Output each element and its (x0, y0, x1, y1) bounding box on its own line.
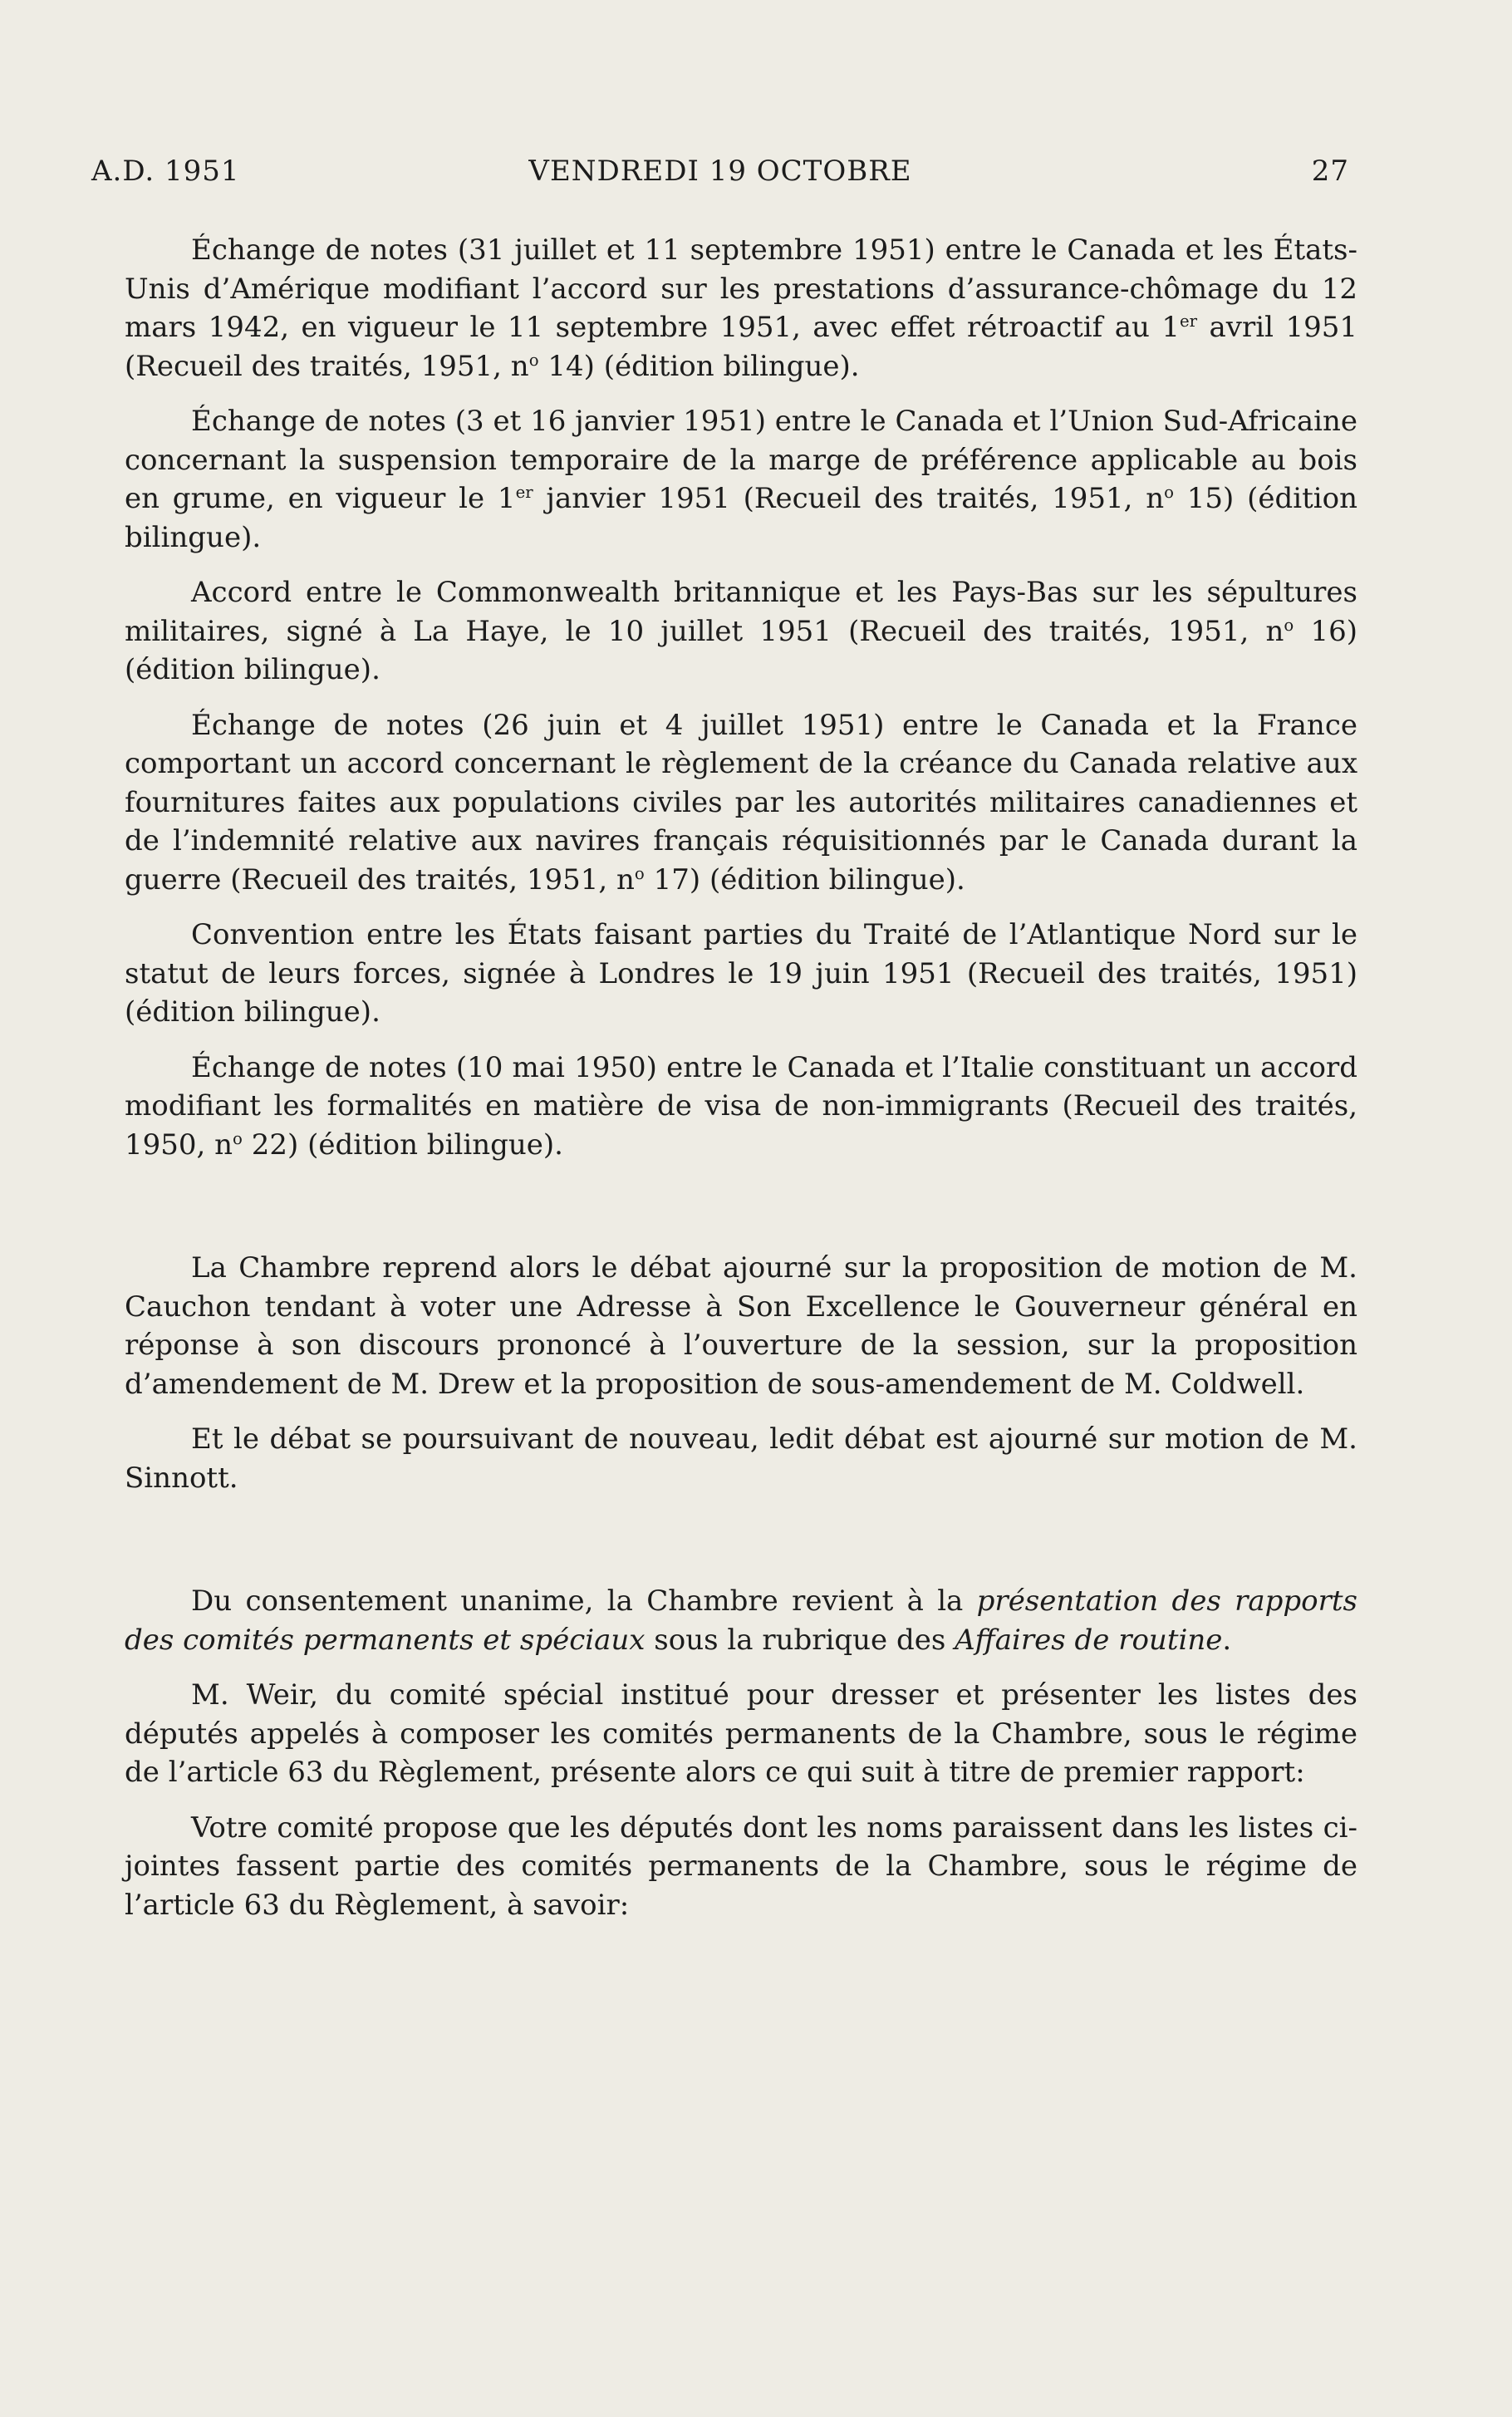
header-year: A.D. 1951 (91, 155, 240, 188)
paragraph-accord-pays-bas: Accord entre le Commonwealth britannique et les Pays-Bas sur les sépultures militaires, signé à La Haye, le 10 juillet 1951 (Recueil des traités, 1951, $n^o$ 16) (édition bilingue). (125, 576, 1357, 686)
page-number: 27 (1311, 155, 1349, 188)
page-header (91, 155, 1349, 194)
document-body (125, 231, 1357, 1924)
paragraph-m-weir-rapport: M. Weir, du comité spécial institué pour dresser et présenter les listes des députés appelés à composer les comités permanents de la Chambre, sous le régime de l’article 63 du Règlement, présente alors ce qui suit à titre de premier rapport: (125, 1678, 1357, 1789)
paragraph-votre-comite: Votre comité propose que les députés dont les noms paraissent dans les listes ci-jointes fassent partie des comités permanents de la Chambre, sous le régime de l’article 63 du Règlement, à savoir: (125, 1810, 1357, 1922)
paragraph-exchange-notes-south-africa: Échange de notes (3 et 16 janvier 1951) entre le Canada et l’Union Sud-Africaine concernant la suspension temporaire de la marge de préférence applicable au bois en grume, en vigueur le 1er janvier 1951 (Recueil des traités, 1951, $n^o$ 15) (édition bilingue). (125, 405, 1357, 554)
paragraph-exchange-notes-italie: Échange de notes (10 mai 1950) entre le Canada et l’Italie constituant un accord modifiant les formalités en matière de visa de non-immigrants (Recueil des traités, 1950, $n^o$ 22) (édition bilingue). (125, 1050, 1357, 1162)
paragraph-debat-poursuivant: Et le débat se poursuivant de nouveau, ledit débat est ajourné sur motion de M. Sinnott. (125, 1422, 1357, 1495)
paragraph-convention-atlantique-nord: Convention entre les États faisant parties du Traité de l’Atlantique Nord sur le statut de leurs forces, signée à Londres le 19 juin 1951 (Recueil des traités, 1951) (édition bilingue). (125, 918, 1357, 1029)
paragraph-exchange-notes-france: Échange de notes (26 juin et 4 juillet 1951) entre le Canada et la France comportant un accord concernant le règlement de la créance du Canada relative aux fournitures faites aux populations civiles par les autorités militaires canadiennes et de l’indemnité relative aux navires français réquisitionnés par le Canada durant la guerre (Recueil des traités, 1951, $n^o$ 17) (édition bilingue). (125, 708, 1357, 897)
header-date: VENDREDI 19 OCTOBRE (528, 155, 912, 188)
paragraph-exchange-notes-usa: Échange de notes (31 juillet et 11 septembre 1951) entre le Canada et les États-Unis d’Amérique modifiant l’accord sur les prestations d’assurance-chômage du 12 mars 1942, en vigueur le 11 septembre 1951, avec effet rétroactif au 1er avril 1951 (Recueil des traités, 1951, $n^o$ 14) (édition bilingue). (125, 233, 1358, 383)
paragraph-debat-ajourne: La Chambre reprend alors le débat ajourné sur la proposition de motion de M. Cauchon tendant à voter une Adresse à Son Excellence le Gouverneur général en réponse à son discours prononcé à l’ouverture de la session, sur la proposition d’amendement de M. Drew et la proposition de sous-amendement de M. Coldwell. (125, 1251, 1357, 1401)
paragraph-consentement-unanime: Du consentement unanime, la Chambre revient à la présentation des rapports des comités permanents et spéciaux sous la rubrique des Affaires de routine. (125, 1584, 1358, 1657)
